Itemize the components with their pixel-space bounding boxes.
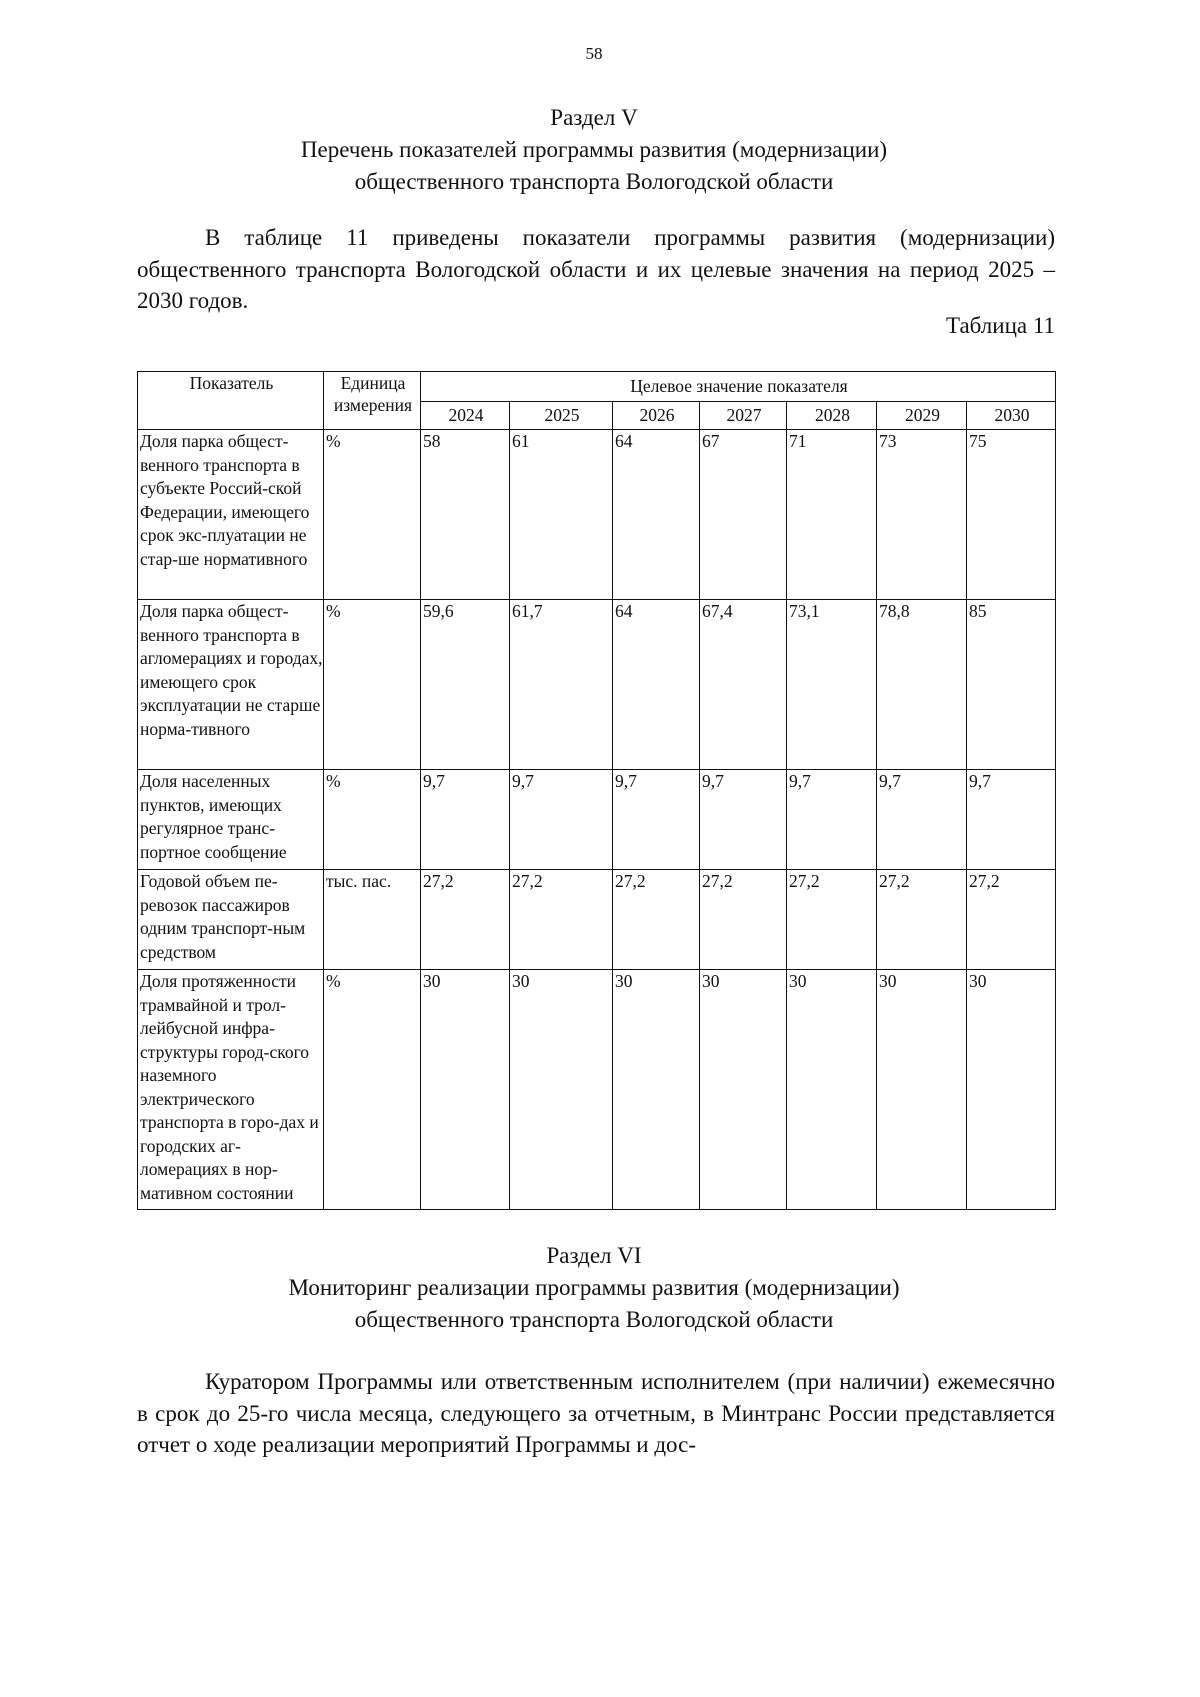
indicator-cell: Доля парка общест-венного транспорта в агломерациях и городах, имеющего срок эксплуатации не старше норма-тивного bbox=[138, 600, 324, 770]
indicator-cell: Доля протяженности трамвайной и трол-лейбусной инфра-структуры город-ского наземного электрического транспорта в горо-дах и городских аг-ломерациях в нор-мативном состоянии bbox=[138, 970, 324, 1210]
value-cell: 27,2 bbox=[700, 870, 787, 970]
value-cell: 27,2 bbox=[877, 870, 967, 970]
unit-cell: % bbox=[324, 600, 421, 770]
section-5-paragraph bbox=[137, 222, 1055, 317]
value-cell: 30 bbox=[787, 970, 877, 1210]
value-cell: 9,7 bbox=[700, 770, 787, 870]
value-cell: 27,2 bbox=[787, 870, 877, 970]
section-5-subtitle-2: общественного транспорта Вологодской области bbox=[354, 169, 834, 194]
section-6-subtitle-1: Мониторинг реализации программы развития (модернизации) bbox=[288, 1275, 900, 1300]
value-cell: 64 bbox=[613, 430, 700, 600]
value-cell: 30 bbox=[877, 970, 967, 1210]
value-cell: 58 bbox=[421, 430, 510, 600]
table-row bbox=[138, 770, 1056, 870]
table-row bbox=[138, 970, 1056, 1210]
table-caption: Таблица 11 bbox=[945, 313, 1055, 338]
value-cell: 9,7 bbox=[613, 770, 700, 870]
value-cell: 30 bbox=[613, 970, 700, 1210]
value-cell: 30 bbox=[421, 970, 510, 1210]
value-cell: 59,6 bbox=[421, 600, 510, 770]
value-cell: 61 bbox=[510, 430, 613, 600]
header-year: 2026 bbox=[613, 402, 700, 430]
header-year: 2027 bbox=[700, 402, 787, 430]
value-cell: 85 bbox=[967, 600, 1056, 770]
unit-cell: % bbox=[324, 970, 421, 1210]
value-cell: 9,7 bbox=[967, 770, 1056, 870]
indicator-cell: Доля парка общест-венного транспорта в субъекте Россий-ской Федерации, имеющего срок экс-плуатации не стар-ше нормативного bbox=[138, 430, 324, 600]
header-unit: Единица измерения bbox=[324, 372, 421, 430]
value-cell: 9,7 bbox=[421, 770, 510, 870]
value-cell: 64 bbox=[613, 600, 700, 770]
header-year: 2028 bbox=[787, 402, 877, 430]
section-5-subtitle-1: Перечень показателей программы развития (модернизации) bbox=[300, 137, 888, 162]
value-cell: 73 bbox=[877, 430, 967, 600]
section-6-paragraph-text: Куратором Программы или ответственным исполнителем (при наличии) ежемесячно в срок до 25-го числа месяца, следующего за отчетным, в Минтранс России представляется отчет о ходе реализации мероприятий Программы и дос- bbox=[137, 1369, 1055, 1457]
header-year: 2025 bbox=[510, 402, 613, 430]
value-cell: 67,4 bbox=[700, 600, 787, 770]
table-row bbox=[138, 430, 1056, 600]
unit-cell: % bbox=[324, 770, 421, 870]
section-5-paragraph-text: В таблице 11 приведены показатели программы развития (модернизации) общественного транспорта Вологодской области и их целевые значения на период 2025 – 2030 годов. bbox=[137, 225, 1055, 313]
section-6-title: Раздел VI bbox=[546, 1243, 642, 1268]
value-cell: 78,8 bbox=[877, 600, 967, 770]
indicator-cell: Годовой объем пе-ревозок пассажиров одним транспорт-ным средством bbox=[138, 870, 324, 970]
value-cell: 73,1 bbox=[787, 600, 877, 770]
section-5-title: Раздел V bbox=[550, 105, 638, 130]
page-number: 58 bbox=[585, 44, 603, 63]
value-cell: 30 bbox=[967, 970, 1056, 1210]
value-cell: 30 bbox=[700, 970, 787, 1210]
unit-cell: % bbox=[324, 430, 421, 600]
value-cell: 9,7 bbox=[787, 770, 877, 870]
value-cell: 75 bbox=[967, 430, 1056, 600]
value-cell: 71 bbox=[787, 430, 877, 600]
header-target-value: Целевое значение показателя bbox=[421, 372, 1056, 402]
value-cell: 27,2 bbox=[967, 870, 1056, 970]
header-year: 2024 bbox=[421, 402, 510, 430]
section-6-subtitle-2: общественного транспорта Вологодской области bbox=[354, 1307, 834, 1332]
value-cell: 61,7 bbox=[510, 600, 613, 770]
header-year: 2030 bbox=[967, 402, 1056, 430]
value-cell: 67 bbox=[700, 430, 787, 600]
indicators-table bbox=[137, 371, 1056, 1210]
value-cell: 27,2 bbox=[613, 870, 700, 970]
value-cell: 9,7 bbox=[510, 770, 613, 870]
header-indicator: Показатель bbox=[138, 372, 324, 430]
value-cell: 30 bbox=[510, 970, 613, 1210]
unit-cell: тыс. пас. bbox=[324, 870, 421, 970]
section-6-paragraph bbox=[137, 1366, 1055, 1461]
table-row bbox=[138, 870, 1056, 970]
value-cell: 27,2 bbox=[421, 870, 510, 970]
value-cell: 27,2 bbox=[510, 870, 613, 970]
table-row bbox=[138, 600, 1056, 770]
indicator-cell: Доля населенных пунктов, имеющих регулярное транс-портное сообщение bbox=[138, 770, 324, 870]
value-cell: 9,7 bbox=[877, 770, 967, 870]
header-year: 2029 bbox=[877, 402, 967, 430]
